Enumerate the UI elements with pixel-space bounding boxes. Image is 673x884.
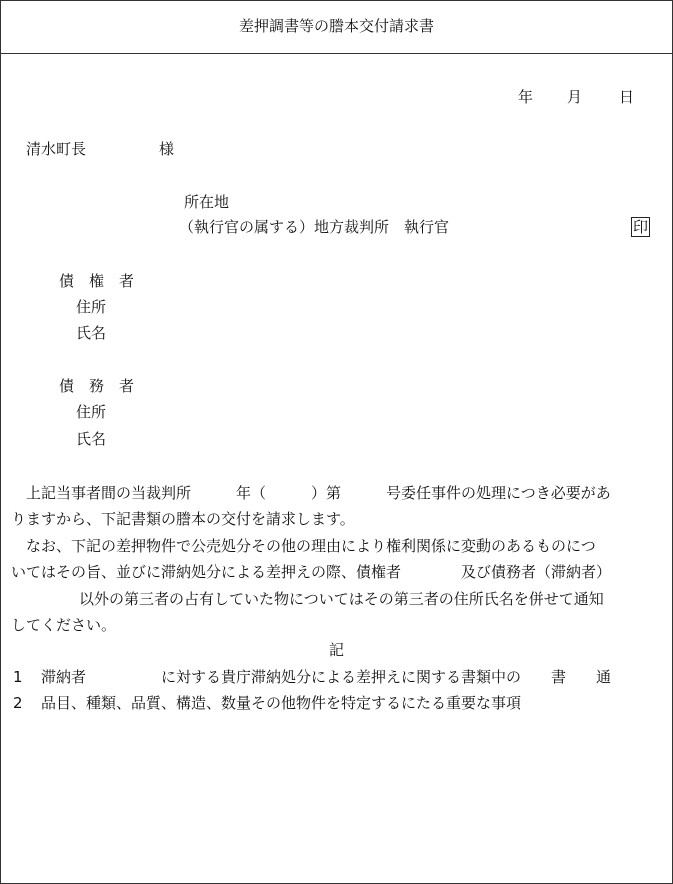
body-line-3: なお、下記の差押物件で公売処分その他の理由により権利関係に変動のあるものにつ [26,537,596,555]
document-title: 差押調書等の謄本交付請求書 [238,17,434,35]
date-month-label: 月 [567,88,583,106]
item-text: 品目、種類、品質、構造、数量その他物件を特定するにたる重要な事項 [41,694,522,712]
addressee-honorific: 様 [159,140,175,158]
title-row [1,1,672,54]
addressee-name: 清水町長 [26,140,87,158]
creditor-name-label: 氏名 [76,324,107,342]
debtor-heading: 債 務 者 [59,377,135,395]
item-number: 1 [13,668,23,686]
creditor-address-label: 住所 [76,298,107,316]
body-line-6: してください。 [11,616,117,634]
debtor-name-label: 氏名 [76,430,107,448]
debtor-address-label: 住所 [76,403,107,421]
seal-mark: 印 [633,218,649,236]
body-line-4: いてはその旨、並びに滞納処分による差押えの際、債権者 及び債務者（滞納者） [11,563,612,581]
item-number: 2 [13,694,23,712]
item-text: 滞納者 に対する貴庁滞納処分による差押えに関する書類中の 書 通 [41,668,612,686]
sender-court-officer: （執行官の属する）地方裁判所 執行官 [179,218,450,236]
ki-heading: 記 [328,641,344,659]
body-line-5: 以外の第三者の占有していた物についてはその第三者の住所氏名を併せて通知 [79,590,604,608]
creditor-heading: 債 権 者 [59,272,135,290]
body-line-2: りますから、下記書類の謄本の交付を請求します。 [11,510,355,528]
sender-location-label: 所在地 [184,193,230,211]
date-year-label: 年 [518,88,534,106]
date-day-label: 日 [619,88,635,106]
body-line-1: 上記当事者間の当裁判所 年（ ）第 号委任事件の処理につき必要があ [26,484,611,502]
